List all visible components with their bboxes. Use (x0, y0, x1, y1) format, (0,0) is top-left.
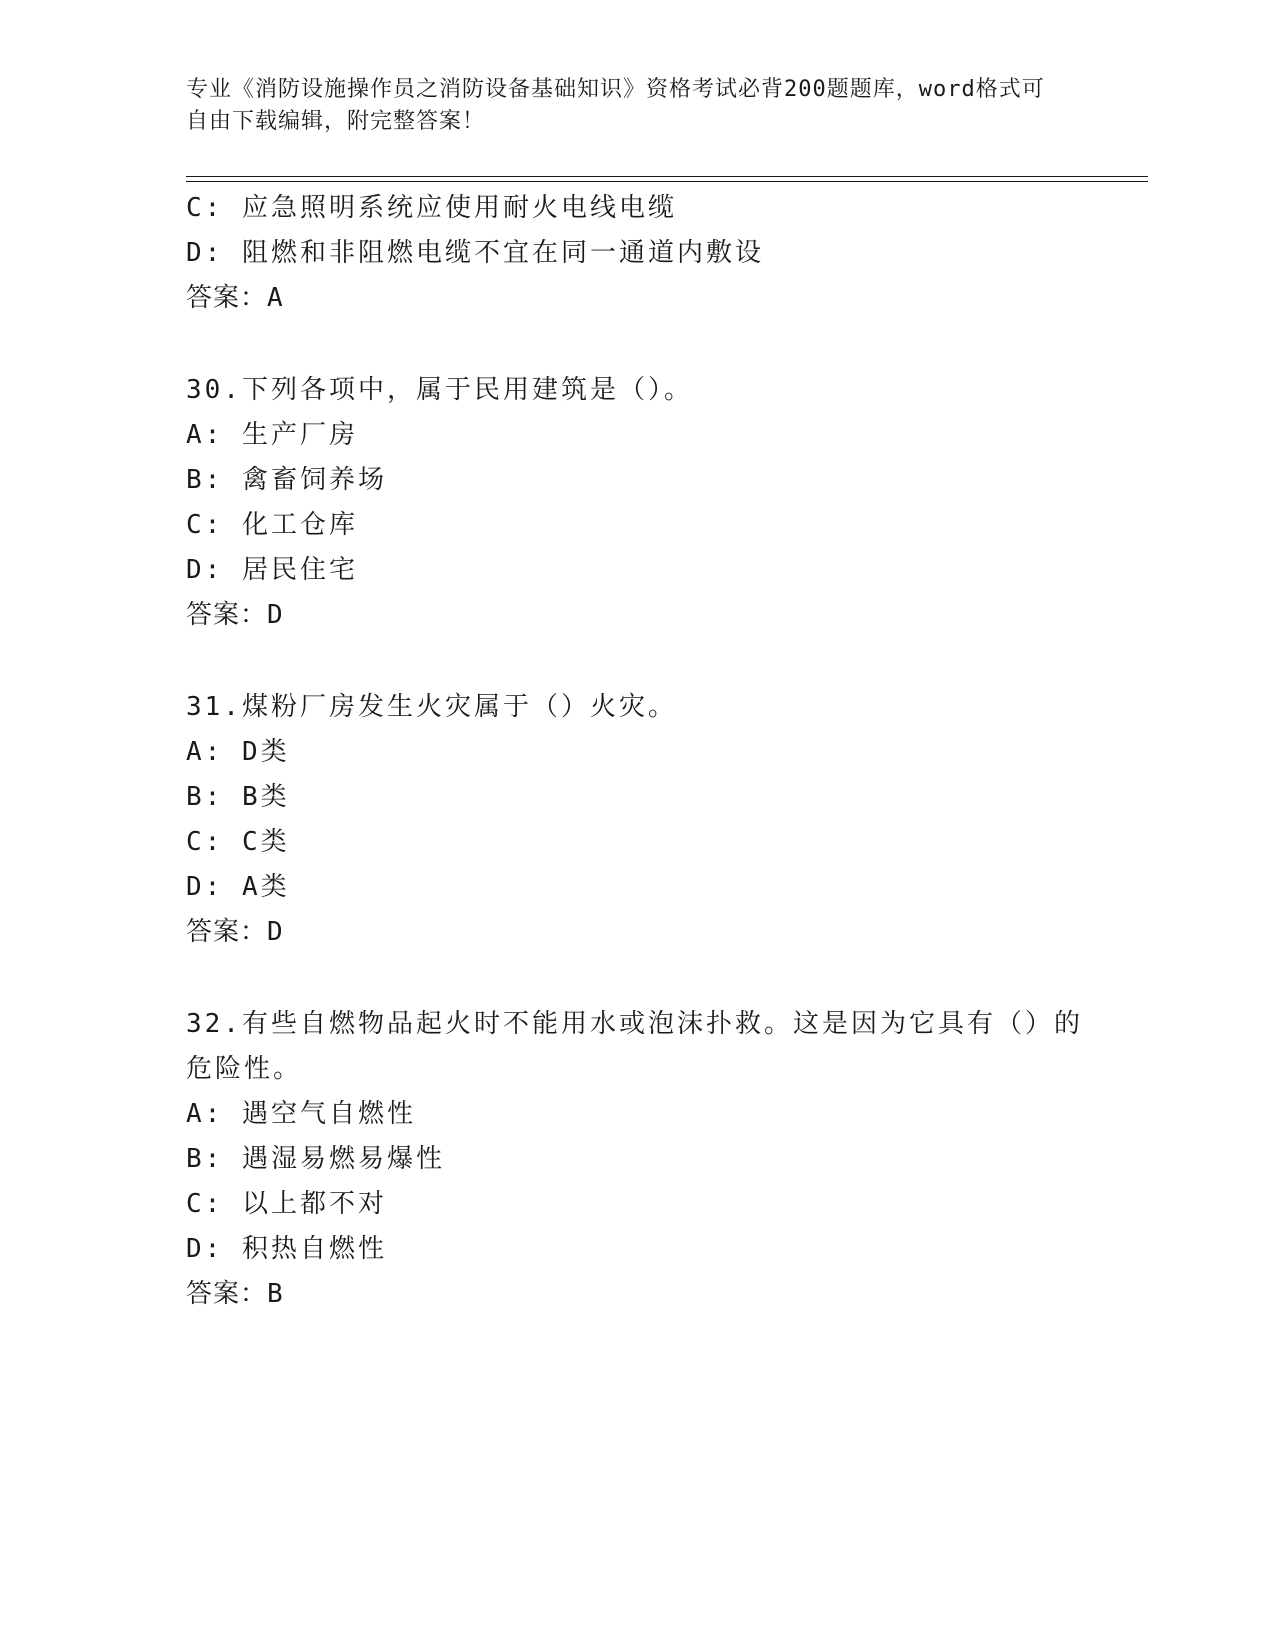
option-b: B: 遇湿易燃易爆性 (186, 1144, 445, 1174)
question-32-stem: 32.有些自燃物品起火时不能用水或泡沫扑救。这是因为它具有（）的危险性。 (186, 1009, 1083, 1084)
question-30-stem: 30.下列各项中，属于民用建筑是（）。 (186, 375, 693, 405)
option-d: D: 阻燃和非阻燃电缆不宜在同一通道内敷设 (186, 238, 764, 268)
header-rule-top (186, 176, 1148, 177)
option-a: A: D类 (186, 737, 290, 767)
question-list (186, 186, 1086, 1317)
option-c: C: 应急照明系统应使用耐火电线电缆 (186, 193, 677, 223)
header-rule-bottom (186, 181, 1148, 182)
option-c: C: 以上都不对 (186, 1189, 387, 1219)
answer-line: 答案：B (186, 1279, 284, 1309)
answer-line: 答案：D (186, 600, 284, 630)
answer-line: 答案：D (186, 917, 284, 947)
option-a: A: 遇空气自燃性 (186, 1099, 416, 1129)
option-c: C: C类 (186, 827, 290, 857)
option-b: B: 禽畜饲养场 (186, 465, 387, 495)
question-31-stem: 31.煤粉厂房发生火灾属于（）火灾。 (186, 692, 677, 722)
option-c: C: 化工仓库 (186, 510, 358, 540)
document-header: 专业《消防设施操作员之消防设备基础知识》资格考试必背200题题库，word格式可自由下载编辑，附完整答案！ (186, 77, 1045, 134)
option-d: D: 积热自燃性 (186, 1234, 387, 1264)
answer-line: 答案：A (186, 283, 284, 313)
option-a: A: 生产厂房 (186, 420, 358, 450)
option-d: D: A类 (186, 872, 290, 902)
option-b: B: B类 (186, 782, 290, 812)
option-d: D: 居民住宅 (186, 555, 358, 585)
